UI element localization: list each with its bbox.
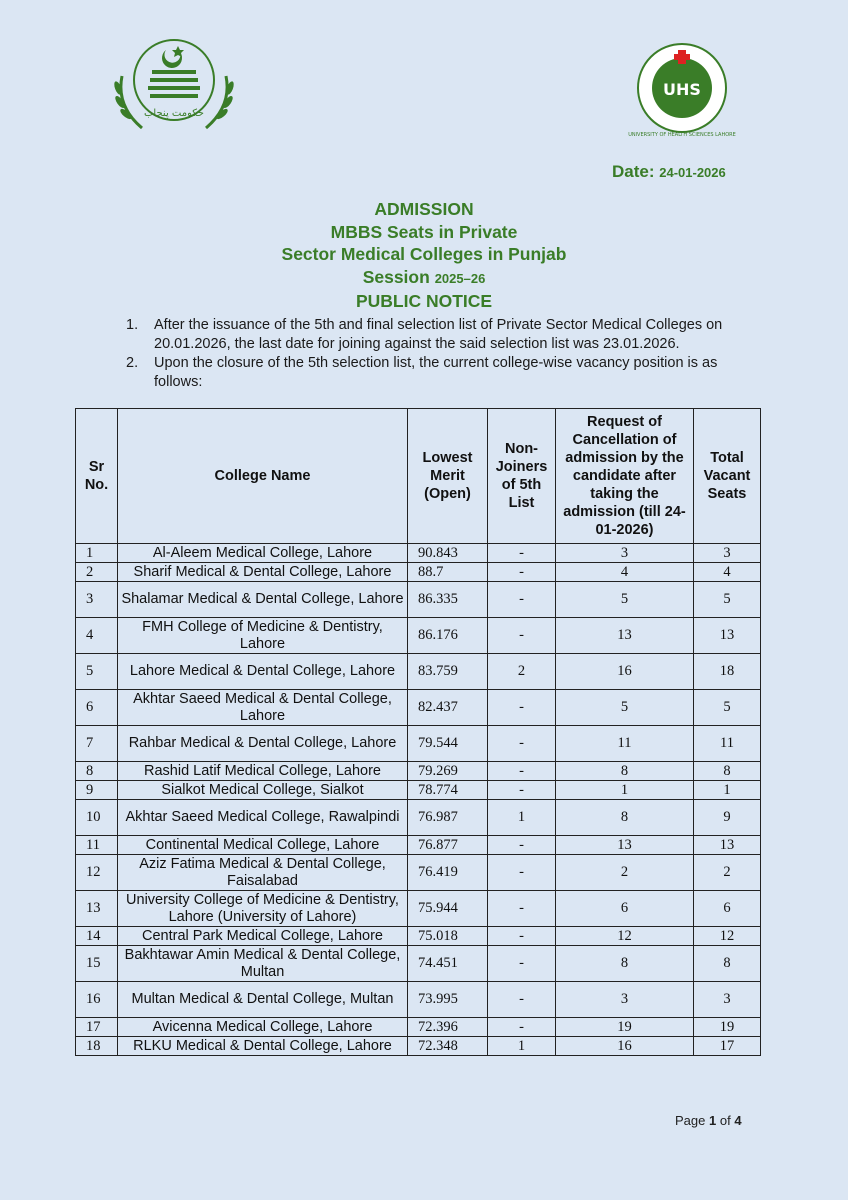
table-row (76, 563, 761, 582)
cell-college: Rashid Latif Medical College, Lahore (118, 762, 408, 781)
cell-college: Shalamar Medical & Dental College, Lahore (118, 582, 408, 618)
notice-item-number: 1. (126, 317, 139, 333)
cell-college: Central Park Medical College, Lahore (118, 927, 408, 946)
cell-sr: 3 (76, 582, 118, 618)
cell-cancellation: 4 (556, 563, 694, 582)
table-row (76, 726, 761, 762)
table-row (76, 927, 761, 946)
table-row (76, 582, 761, 618)
cell-vacant: 13 (694, 618, 761, 654)
cell-nonjoiners: - (488, 927, 556, 946)
cell-vacant: 6 (694, 891, 761, 927)
cell-sr: 5 (76, 654, 118, 690)
cell-nonjoiners: - (488, 618, 556, 654)
cell-vacant: 2 (694, 855, 761, 891)
cell-college: Akhtar Saeed Medical & Dental College, Lahore (118, 690, 408, 726)
cell-merit: 79.544 (408, 726, 488, 762)
title-line-5: PUBLIC NOTICE (355, 291, 493, 311)
cell-cancellation: 5 (556, 582, 694, 618)
header-merit: Lowest Merit (Open) (408, 409, 488, 544)
table-row (76, 855, 761, 891)
cell-sr: 12 (76, 855, 118, 891)
cell-sr: 9 (76, 781, 118, 800)
notice-item (126, 316, 766, 354)
cell-cancellation: 8 (556, 762, 694, 781)
cell-cancellation: 12 (556, 927, 694, 946)
cell-nonjoiners: - (488, 1018, 556, 1037)
header-vacant: Total Vacant Seats (694, 409, 761, 544)
cell-sr: 16 (76, 982, 118, 1018)
cell-vacant: 8 (694, 762, 761, 781)
cell-nonjoiners: 1 (488, 1037, 556, 1056)
cell-sr: 18 (76, 1037, 118, 1056)
table-row (76, 982, 761, 1018)
cell-merit: 86.335 (408, 582, 488, 618)
cell-sr: 8 (76, 762, 118, 781)
cell-merit: 90.843 (408, 544, 488, 563)
cell-vacant: 3 (694, 544, 761, 563)
page-label: Page (675, 1113, 706, 1128)
header-sr: Sr No. (76, 409, 118, 544)
cell-vacant: 3 (694, 982, 761, 1018)
cell-nonjoiners: - (488, 563, 556, 582)
cell-cancellation: 8 (556, 946, 694, 982)
cell-nonjoiners: - (488, 582, 556, 618)
cell-merit: 82.437 (408, 690, 488, 726)
cell-vacant: 19 (694, 1018, 761, 1037)
cell-college: Aziz Fatima Medical & Dental College, Faisalabad (118, 855, 408, 891)
cell-college: University College of Medicine & Dentistry, Lahore (University of Lahore) (118, 891, 408, 927)
cell-vacant: 5 (694, 690, 761, 726)
table-row (76, 544, 761, 563)
header-college: College Name (118, 409, 408, 544)
cell-college: Multan Medical & Dental College, Multan (118, 982, 408, 1018)
session-label: Session (362, 266, 430, 287)
cell-nonjoiners: - (488, 855, 556, 891)
punjab-government-logo (104, 36, 244, 136)
uhs-logo-text: UNIVERSITY OF HEALTH SCIENCES LAHORE (628, 132, 736, 138)
cell-merit: 88.7 (408, 563, 488, 582)
cell-sr: 2 (76, 563, 118, 582)
title-line-1: ADMISSION (374, 199, 474, 219)
cell-cancellation: 3 (556, 544, 694, 563)
cell-sr: 4 (76, 618, 118, 654)
cell-nonjoiners: - (488, 891, 556, 927)
table-row (76, 781, 761, 800)
date-value: 24-01-2026 (659, 165, 726, 180)
cell-cancellation: 5 (556, 690, 694, 726)
cell-nonjoiners: - (488, 762, 556, 781)
cell-college: Al-Aleem Medical College, Lahore (118, 544, 408, 563)
cell-nonjoiners: 2 (488, 654, 556, 690)
table-row (76, 618, 761, 654)
cell-nonjoiners: - (488, 544, 556, 563)
table-row (76, 800, 761, 836)
cell-merit: 76.877 (408, 836, 488, 855)
cell-nonjoiners: - (488, 781, 556, 800)
page-total: 4 (734, 1113, 742, 1128)
cell-merit: 75.018 (408, 927, 488, 946)
cell-cancellation: 11 (556, 726, 694, 762)
table-header-row (76, 409, 761, 544)
notice-item (126, 354, 766, 392)
header-nonjoiners: Non-Joiners of 5th List (488, 409, 556, 544)
cell-sr: 1 (76, 544, 118, 563)
session-value: 2025–26 (434, 270, 486, 286)
cell-merit: 79.269 (408, 762, 488, 781)
cell-sr: 14 (76, 927, 118, 946)
cell-merit: 76.987 (408, 800, 488, 836)
uhs-logo (628, 40, 736, 140)
cell-sr: 17 (76, 1018, 118, 1037)
cell-cancellation: 16 (556, 654, 694, 690)
cell-nonjoiners: - (488, 982, 556, 1018)
cell-nonjoiners: - (488, 836, 556, 855)
cell-cancellation: 16 (556, 1037, 694, 1056)
header-cancellation: Request of Cancellation of admission by the candidate after taking the admission (till 24-01-2026) (556, 409, 694, 544)
cell-college: Bakhtawar Amin Medical & Dental College, Multan (118, 946, 408, 982)
punjab-logo-text: حکومت پنجاب (144, 108, 204, 119)
table-row (76, 891, 761, 927)
cell-cancellation: 13 (556, 618, 694, 654)
cell-cancellation: 19 (556, 1018, 694, 1037)
table-body (76, 544, 761, 1056)
cell-cancellation: 8 (556, 800, 694, 836)
notice-body (126, 316, 766, 392)
cell-merit: 73.995 (408, 982, 488, 1018)
table-row (76, 836, 761, 855)
table-row (76, 946, 761, 982)
date-label: Date: (612, 162, 655, 181)
cell-merit: 86.176 (408, 618, 488, 654)
cell-cancellation: 13 (556, 836, 694, 855)
table-row (76, 762, 761, 781)
table-row (76, 1018, 761, 1037)
cell-cancellation: 2 (556, 855, 694, 891)
cell-merit: 75.944 (408, 891, 488, 927)
cell-merit: 78.774 (408, 781, 488, 800)
cell-nonjoiners: - (488, 726, 556, 762)
cell-vacant: 4 (694, 563, 761, 582)
cell-college: RLKU Medical & Dental College, Lahore (118, 1037, 408, 1056)
cell-sr: 15 (76, 946, 118, 982)
cell-vacant: 18 (694, 654, 761, 690)
cell-nonjoiners: - (488, 946, 556, 982)
cell-sr: 6 (76, 690, 118, 726)
cell-college: Akhtar Saeed Medical College, Rawalpindi (118, 800, 408, 836)
table-row (76, 654, 761, 690)
notice-item-text: Upon the closure of the 5th selection list, the current college-wise vacancy position is as follows: (154, 355, 718, 390)
table-row (76, 690, 761, 726)
cell-nonjoiners: 1 (488, 800, 556, 836)
table-row (76, 1037, 761, 1056)
cell-vacant: 8 (694, 946, 761, 982)
cell-vacant: 9 (694, 800, 761, 836)
cell-college: Rahbar Medical & Dental College, Lahore (118, 726, 408, 762)
notice-title (0, 198, 848, 313)
page-of: of (719, 1113, 731, 1128)
title-session (0, 266, 848, 291)
cell-college: Sharif Medical & Dental College, Lahore (118, 563, 408, 582)
cell-college: Continental Medical College, Lahore (118, 836, 408, 855)
title-line-2: MBBS Seats in Private (330, 221, 518, 242)
notice-date (612, 162, 726, 182)
cell-merit: 83.759 (408, 654, 488, 690)
cell-sr: 7 (76, 726, 118, 762)
uhs-logo-abbr: UHS (663, 80, 701, 99)
cell-merit: 74.451 (408, 946, 488, 982)
notice-item-number: 2. (126, 355, 139, 371)
cell-merit: 76.419 (408, 855, 488, 891)
cell-vacant: 13 (694, 836, 761, 855)
cell-merit: 72.396 (408, 1018, 488, 1037)
cell-vacant: 5 (694, 582, 761, 618)
cell-cancellation: 6 (556, 891, 694, 927)
cell-merit: 72.348 (408, 1037, 488, 1056)
cell-vacant: 12 (694, 927, 761, 946)
cell-college: Sialkot Medical College, Sialkot (118, 781, 408, 800)
vacancy-table (75, 408, 761, 1056)
cell-vacant: 1 (694, 781, 761, 800)
cell-college: FMH College of Medicine & Dentistry, Lahore (118, 618, 408, 654)
cell-college: Lahore Medical & Dental College, Lahore (118, 654, 408, 690)
cell-cancellation: 3 (556, 982, 694, 1018)
cell-cancellation: 1 (556, 781, 694, 800)
cell-sr: 13 (76, 891, 118, 927)
title-line-3: Sector Medical Colleges in Punjab (281, 244, 567, 264)
cell-vacant: 17 (694, 1037, 761, 1056)
cell-nonjoiners: - (488, 690, 556, 726)
notice-item-text: After the issuance of the 5th and final selection list of Private Sector Medical Colleges on 20.01.2026, the last date for joining against the said selection list was 23.01.2026. (154, 317, 723, 352)
page-current: 1 (709, 1113, 717, 1128)
cell-vacant: 11 (694, 726, 761, 762)
cell-sr: 10 (76, 800, 118, 836)
page-number (675, 1113, 742, 1128)
cell-sr: 11 (76, 836, 118, 855)
cell-college: Avicenna Medical College, Lahore (118, 1018, 408, 1037)
